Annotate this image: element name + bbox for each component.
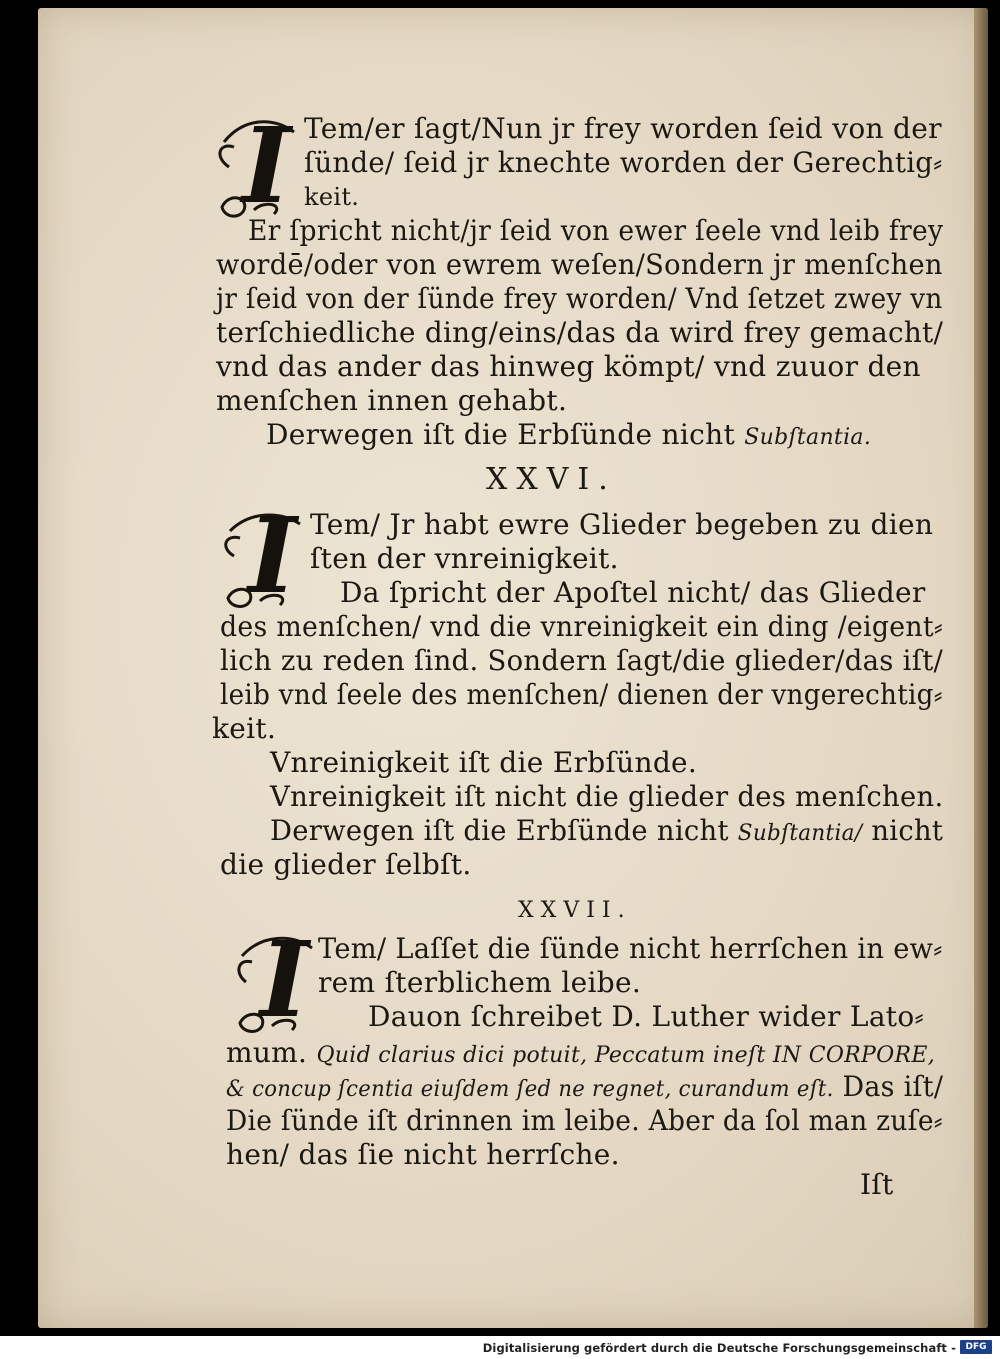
line-end: Das iſt/	[842, 1070, 944, 1103]
section-heading-xxvii: XXVII.	[518, 898, 632, 923]
catchword: Iſt	[860, 1168, 894, 1201]
text-line: terſchiedliche ding/eins/das da wird frey gemacht/	[216, 316, 944, 349]
text-line: wordē/oder von ewrem weſen/Sondern jr menſchen	[216, 248, 943, 281]
text-line: Er ſpricht nicht/jr ſeid von ewer ſeele vnd leib frey	[248, 214, 944, 247]
text-line: Da ſpricht der Apoſtel nicht/ das Glieder	[340, 576, 926, 609]
initial-letter: I	[242, 104, 291, 227]
section-heading-xxvi: XXVI.	[486, 462, 617, 497]
text-line: Tem/er ſagt/Nun jr frey worden ſeid von der	[304, 112, 942, 145]
initial-letter: I	[260, 918, 309, 1041]
text-line: Vnreinigkeit iſt die Erbſünde.	[270, 746, 698, 779]
text-line: Dauon ſchreibet D. Luther wider Lato⸗	[368, 1000, 925, 1033]
decorated-initial-3	[234, 918, 320, 1041]
text-line-latin	[226, 1036, 935, 1073]
book-page	[38, 8, 988, 1328]
text-line: Tem/ Jr habt ewre Glieder begeben zu dien	[310, 508, 934, 541]
text-line: jr ſeid von der ſünde frey worden/ Vnd ſetzet zwey vn	[216, 282, 943, 315]
text-line: ſünde/ ſeid jr knechte worden der Gerechtig⸗	[304, 146, 943, 179]
text-line: menſchen innen gehabt.	[216, 384, 568, 417]
dfg-logo: DFG	[960, 1340, 992, 1354]
text-line: leib vnd ſeele des menſchen/ dienen der vngerechtig⸗	[220, 678, 943, 711]
page-edge	[974, 8, 988, 1328]
latin-quote: & concup ſcentia eiuſdem ſed ne regnet, curandum eſt.	[226, 1077, 834, 1102]
latin-quote: Quid clarius dici potuit, Peccatum ineſt IN CORPORE,	[316, 1043, 936, 1068]
conclusion-line	[266, 418, 871, 455]
line-start: mum.	[226, 1036, 308, 1069]
text-line: Tem/ Laſſet die ſünde nicht herrſchen in ew⸗	[318, 932, 943, 965]
digitization-footer	[0, 1336, 1000, 1359]
latin-term: Subſtantia/	[737, 821, 863, 846]
text-line: Die ſünde iſt drinnen im leibe. Aber da ſol man zuſe⸗	[226, 1104, 943, 1137]
text-line: die glieder ſelbſt.	[220, 848, 472, 881]
decorated-initial-1	[214, 104, 304, 227]
text-line: lich zu reden ſind. Sondern ſagt/die glieder/das iſt/	[220, 644, 944, 677]
conclusion-text: Derwegen iſt die Erbſünde nicht	[266, 418, 736, 451]
text-line: keit.	[304, 183, 360, 211]
conclusion-text: Derwegen iſt die Erbſünde nicht	[270, 814, 729, 847]
text-line: hen/ das ſie nicht herrſche.	[226, 1138, 620, 1171]
conclusion-tail: nicht	[871, 814, 944, 847]
text-line: rem ſterblichem leibe.	[318, 966, 642, 999]
initial-letter: I	[248, 494, 297, 617]
decorated-initial-2	[220, 494, 310, 617]
conclusion-line	[270, 814, 943, 851]
text-line: des menſchen/ vnd die vnreinigkeit ein ding /eigent⸗	[220, 610, 944, 643]
text-line: keit.	[212, 712, 277, 745]
text-line: vnd das ander das hinweg kömpt/ vnd zuuor den	[216, 350, 921, 383]
text-line: ſten der vnreinigkeit.	[310, 542, 619, 575]
text-line: Vnreinigkeit iſt nicht die glieder des menſchen.	[270, 780, 944, 813]
footer-credit: Digitalisierung gefördert durch die Deutsche Forschungsgemeinschaft -	[482, 1341, 956, 1355]
latin-term: Subſtantia.	[744, 425, 872, 450]
text-line-latin	[226, 1070, 943, 1107]
